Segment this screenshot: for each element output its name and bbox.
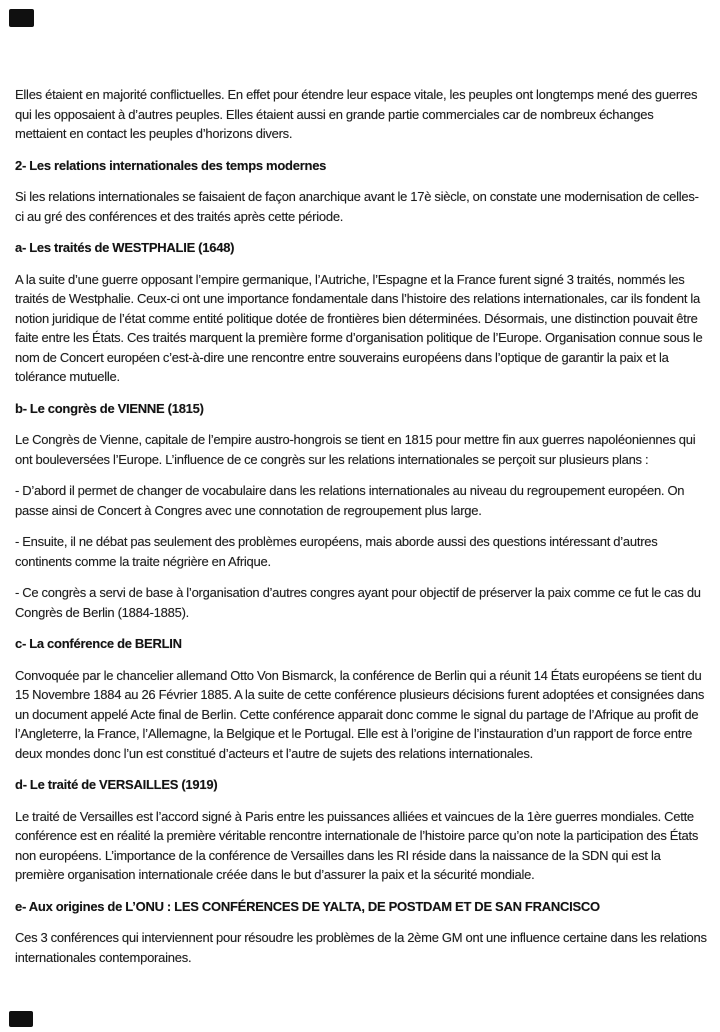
section-heading-berlin: c- La conférence de BERLIN [15,636,182,651]
paragraph-intro-relations-conflictuelles: Elles étaient en majorité conflictuelles. En effet pour étendre leur espace vitale, les peuples ont longtemps mené des guerres qui les opposaient à d’autres peuples. Elles étaient aussi en grande partie commerciales car de nombreux échanges mettaient en contact les peuples d’horizons divers. [15,87,698,141]
paragraph-modernisation: Si les relations internationales se faisaient de façon anarchique avant le 17è siècle, on constate une modernisation de celles-ci au gré des conférences et des traités après cette période. [15,189,699,224]
paragraph-vienne-intro: Le Congrès de Vienne, capitale de l’empire austro-hongrois se tient en 1815 pour mettre fin aux guerres napoléoniennes qui ont bouleversées l’Europe. L’influence de ce congrès sur les relations internationales se perçoit sur plusieurs plans : [15,432,696,467]
paragraph-vienne-point-vocabulaire: - D’abord il permet de changer de vocabulaire dans les relations internationales au niveau du regroupement européen. On passe ainsi de Concert à Congres avec une connotation de regroupement plus large. [15,483,685,518]
section-heading-temps-modernes: 2- Les relations internationales des temps modernes [15,157,327,173]
scan-corner-mark-top-left [9,9,34,27]
paragraph-conferences-onu: Ces 3 conférences qui interviennent pour résoudre les problèmes de la 2ème GM ont une influence certaine dans les relations internationales contemporaines. [15,930,707,965]
paragraph-westphalie: A la suite d’une guerre opposant l’empire germanique, l’Autriche, l’Espagne et la France furent signé 3 traités, nommés les traités de Westphalie. Ceux-ci ont une importance fondamentale dans l’histoire des relations internationales, car ils fondent la notion juridique de l’état comme entité politique dotée de frontières bien déterminées. Désormais, une distinction pouvait être faite entre les États. Ces traités marquent la première forme d’organisation politique de l’Europe. Organisation connue sous le nom de Concert européen c’est-à-dire une rencontre entre souverains européens dans l’optique de garantir la paix et la tolérance mutuelle. [15,271,703,384]
paragraph-vienne-point-base-congres: - Ce congrès a servi de base à l’organisation d’autres congres ayant pour objectif de préserver la paix comme ce fut le cas du Congrès de Berlin (1884-1885). [15,585,701,620]
paragraph-vienne-point-debats: - Ensuite, il ne débat pas seulement des problèmes européens, mais aborde aussi des questions intéressant d’autres continents comme la traite négrière en Afrique. [15,534,658,569]
section-heading-westphalie: a- Les traités de WESTPHALIE (1648) [15,240,235,255]
section-heading-vienne: b- Le congrès de VIENNE (1815) [15,400,204,416]
paragraph-berlin: Convoquée par le chancelier allemand Otto Von Bismarck, la conférence de Berlin qui a réunit 14 États européens se tient du 15 Novembre 1884 au 26 Février 1885. A la suite de cette conférence plusieurs décisions furent adoptées et consignées dans un document appelé Acte final de Berlin. Cette conférence apparait donc comme le signal du partage de l’Afrique au profit de l’Angleterre, la France, l’Allemagne, la Belgique et le Portugal. Elle est à l’origine de l’instauration d’un rapport de force entre deux mondes donc l’un est constitué d’acteurs et l’autre de sujets des relations internationales. [15,667,705,761]
section-heading-origines-onu: e- Aux origines de L’ONU : LES CONFÉRENCES DE YALTA, DE POSTDAM ET DE SAN FRANCISCO [15,898,600,914]
scan-corner-mark-bottom-left [9,1011,33,1027]
section-heading-versailles: d- Le traité de VERSAILLES (1919) [15,777,218,792]
paragraph-versailles: Le traité de Versailles est l’accord signé à Paris entre les puissances alliées et vaincues de la 1ère guerres mondiales. Cette conférence est en réalité la première véritable rencontre internationale de l’histoire parce qu’on note la participation des États non européens. L’importance de la conférence de Versailles dans les RI réside dans la naissance de la SDN qui est la première organisation internationale créée dans le but d’assurer la paix et la sécurité mondiale. [15,808,699,882]
